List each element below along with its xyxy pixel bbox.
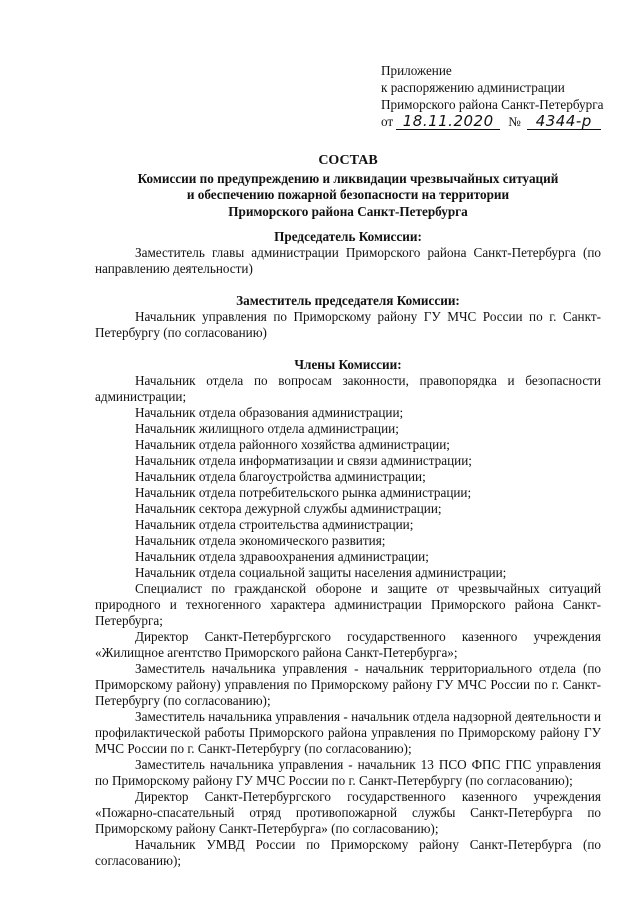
member-item: Директор Санкт-Петербургского государственного казенного учреждения «Пожарно-спасательный отряд противопожарной службы Санкт-Петербурга по Приморскому району Санкт-Петербурга» (по согласованию); — [95, 789, 601, 836]
member-item: Начальник отдела по вопросам законности, правопорядка и безопасности администрации; — [95, 373, 601, 404]
document-body — [95, 229, 601, 869]
appendix-line-3: Приморского района Санкт-Петербурга — [381, 97, 604, 112]
date-prefix: от — [381, 114, 394, 129]
handwritten-number: 4344-р — [527, 114, 601, 130]
member-item: Начальник отдела социальной защиты населения администрации; — [135, 565, 507, 580]
member-item: Начальник отдела здравоохранения администрации; — [135, 549, 429, 564]
appendix-line-2: к распоряжению администрации — [381, 80, 565, 95]
members-heading: Члены Комиссии: — [294, 357, 402, 372]
member-item: Начальник жилищного отдела администрации; — [135, 421, 399, 436]
chairman-text: Заместитель главы администрации Приморского района Санкт-Петербурга (по направлению деятельности) — [95, 245, 601, 276]
member-item: Начальник отдела районного хозяйства администрации; — [135, 437, 450, 452]
appendix-line-1: Приложение — [381, 63, 452, 78]
appendix-block — [381, 62, 621, 130]
member-item: Специалист по гражданской обороне и защите от чрезвычайных ситуаций природного и техногенного характера администрации Приморского района Санкт-Петербурга; — [95, 581, 601, 628]
member-item: Заместитель начальника управления - начальник отдела надзорной деятельности и профилактической работы Приморского района управления по Приморскому району ГУ МЧС России по г. Санкт-Петербургу (по согласованию); — [95, 709, 601, 756]
title-line-1: Комиссии по предупреждению и ликвидации чрезвычайных ситуаций — [137, 170, 559, 186]
handwritten-date: 18.11.2020 — [396, 114, 500, 130]
member-item: Начальник отдела информатизации и связи администрации; — [135, 453, 472, 468]
member-item: Начальник отдела благоустройства администрации; — [135, 469, 426, 484]
member-item: Начальник сектора дежурной службы администрации; — [135, 501, 442, 516]
title-heading: СОСТАВ — [318, 153, 378, 168]
deputy-text: Начальник управления по Приморскому району ГУ МЧС России по г. Санкт-Петербургу (по согласованию) — [95, 309, 601, 340]
member-item: Заместитель начальника управления - начальник 13 ПСО ФПС ГПС управления по Приморскому району ГУ МЧС России по г. Санкт-Петербургу (по согласованию); — [95, 757, 601, 788]
member-item: Начальник отдела образования администрации; — [135, 405, 404, 420]
member-item: Начальник УМВД России по Приморскому району Санкт-Петербурга (по согласованию); — [95, 837, 601, 868]
member-item: Начальник отдела строительства администрации; — [135, 517, 414, 532]
number-sign: № — [508, 114, 521, 129]
document-title — [95, 153, 601, 220]
member-item: Начальник отдела потребительского рынка администрации; — [135, 485, 472, 500]
deputy-heading: Заместитель председателя Комиссии: — [236, 293, 460, 308]
date-number-line — [381, 113, 621, 130]
chairman-heading: Председатель Комиссии: — [274, 229, 422, 244]
title-line-2: и обеспечению пожарной безопасности на территории — [186, 187, 510, 202]
member-item: Директор Санкт-Петербургского государственного казенного учреждения «Жилищное агентство Приморского района Санкт-Петербурга»; — [95, 629, 601, 660]
member-item: Заместитель начальника управления - начальник территориального отдела (по Приморскому району) управления по Приморскому району ГУ МЧС России по г. Санкт-Петербургу (по согласованию); — [95, 661, 601, 708]
title-line-3: Приморского района Санкт-Петербурга — [228, 203, 468, 219]
member-item: Начальник отдела экономического развития; — [135, 533, 386, 548]
